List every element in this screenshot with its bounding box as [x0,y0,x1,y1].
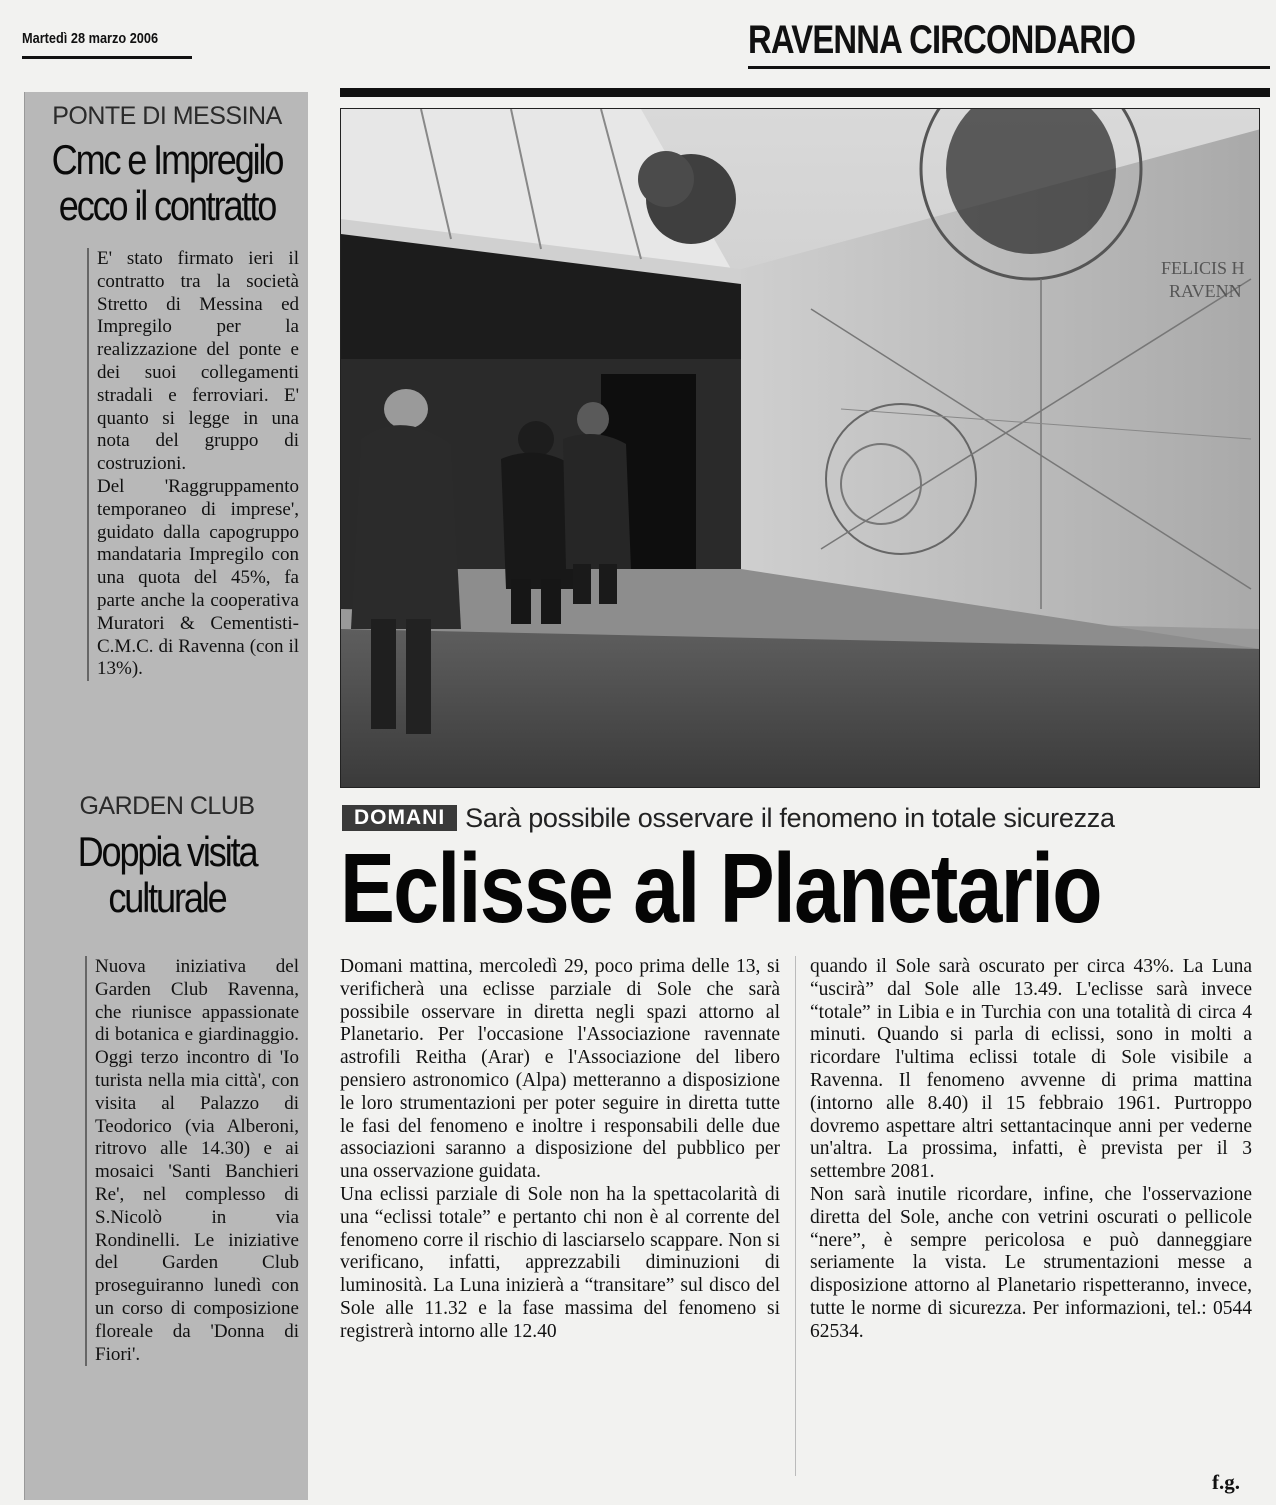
article-headline: Eclisse al Planetario [340,833,1101,943]
header-rule-left [22,56,192,59]
brief-2-title-line2: culturale [108,874,226,921]
article-paragraph: Domani mattina, mercoledì 29, poco prima delle 13, si verificherà una eclisse parziale di Sole che sarà possibile osservare in diretta negli spazi attorno al Planetario. Per l'occasione l'Associazione ravennate astrofili Reitha (Arar) e l'Associazione del libero pensiero astronomico (Alpa) metteranno a disposizione le loro strumentazioni per poter seguire in diretta tutte le fasi del fenomeno e inoltre i responsabili delle due associazioni saranno a disposizione del pubblico per una osservazione guidata. [340,956,780,1183]
brief-1-body [87,248,299,681]
brief-1-title-line2: ecco il contratto [58,182,276,229]
article-column-2 [810,956,1252,1344]
sidebar-briefs [24,92,308,1500]
mural-inscription-line2: RAVENN [1169,281,1242,301]
brief-2-paragraph: Nuova iniziativa del Garden Club Ravenna, che riunisce appassionate di botanica e giardinaggio. Oggi terzo incontro di 'Io turista nella mia città', con visita al Palazzo di Teodorico (via Alberoni, ritrovo alle 14.30) e ai mosaici 'Santi Banchieri Re', nel complesso di S.Nicolò in via Rondinelli. Le iniziative del Garden Club proseguiranno lunedì con un corso di composizione floreale da 'Donna di Fiori'. [95,956,299,1365]
author-signature: f.g. [1212,1470,1240,1494]
article-top-rule [340,88,1270,97]
brief-1-title-line1: Cmc e Impregilo [51,136,283,183]
article-paragraph: Non sarà inutile ricordare, infine, che l'osservazione diretta del Sole, anche con vetrini oscurati o pellicole “nere”, è sempre pericolosa e può danneggiare seriamente la vista. Le strumentazioni messe a disposizione attorno al Planetario rispetteranno, invece, tutte le norme di sicurezza. Per informazioni, tel.: 0544 62534. [810,1183,1252,1342]
issue-date: Martedì 28 marzo 2006 [22,30,159,47]
kicker-subtitle: Sarà possibile osservare il fenomeno in totale sicurezza [465,802,1115,833]
article-paragraph: quando il Sole sarà oscurato per circa 43%. La Luna “uscirà” dal Sole alle 13.49. L'eclisse sarà invece “totale” in Libia e in Turchia con una totalità di circa 4 minuti. Quando si parla di eclissi, sono in molti a ricordare l'ultima eclissi totale di Sole visibile a Ravenna. Il fenomeno avvenne di prima mattina (intorno alle 8.40) il 15 febbraio 1961. Purtroppo dovremo aspettare altri settantacinque anni per vederne un'altra. La prossima, infatti, è prevista per il 3 settembre 2081. [810,956,1252,1183]
brief-2-title-line1: Doppia visita [77,828,257,875]
brief-1-paragraph: E' stato firmato ieri il contratto tra la società Stretto di Messina ed Impregilo per la realizzazione del ponte e dei suoi collegamenti stradali e ferroviari. E' quanto si legge in una nota del gruppo di costruzioni. [97,248,299,475]
kicker-badge: DOMANI [342,805,457,831]
article-kicker [342,804,1115,832]
brief-2-body [85,956,299,1366]
planetarium-photo-illustration [341,109,1260,788]
section-title: RAVENNA CIRCONDARIO [748,18,1136,62]
brief-2-heading [25,792,309,921]
brief-1-heading [25,102,309,229]
brief-1-paragraph: Del 'Raggruppamento temporaneo di imprese', guidato dalla capogruppo mandataria Impregilo con una quota del 45%, fa parte anche la cooperativa Muratori & Cementisti-C.M.C. di Ravenna (con il 13%). [97,475,299,680]
brief-2-kicker: GARDEN CLUB [79,792,255,820]
planetarium-photo [340,108,1260,788]
column-divider [795,956,796,1476]
article-paragraph: Una eclissi parziale di Sole non ha la spettacolarità di una “eclissi totale” e pertanto chi non è al corrente del fenomeno corre il rischio di lasciarselo scappare. Non si verificano, infatti, apprezzabili diminuzioni di luminosità. La Luna inizierà a “transitare” sul disco del Sole alle 11.32 e la fase massima del fenomeno si registrerà intorno alle 12.40 [340,1183,780,1342]
header-rule-right [748,66,1270,69]
mural-inscription-line1: FELICIS H [1161,258,1245,278]
brief-1-kicker: PONTE DI MESSINA [52,102,282,130]
article-column-1 [340,956,780,1344]
